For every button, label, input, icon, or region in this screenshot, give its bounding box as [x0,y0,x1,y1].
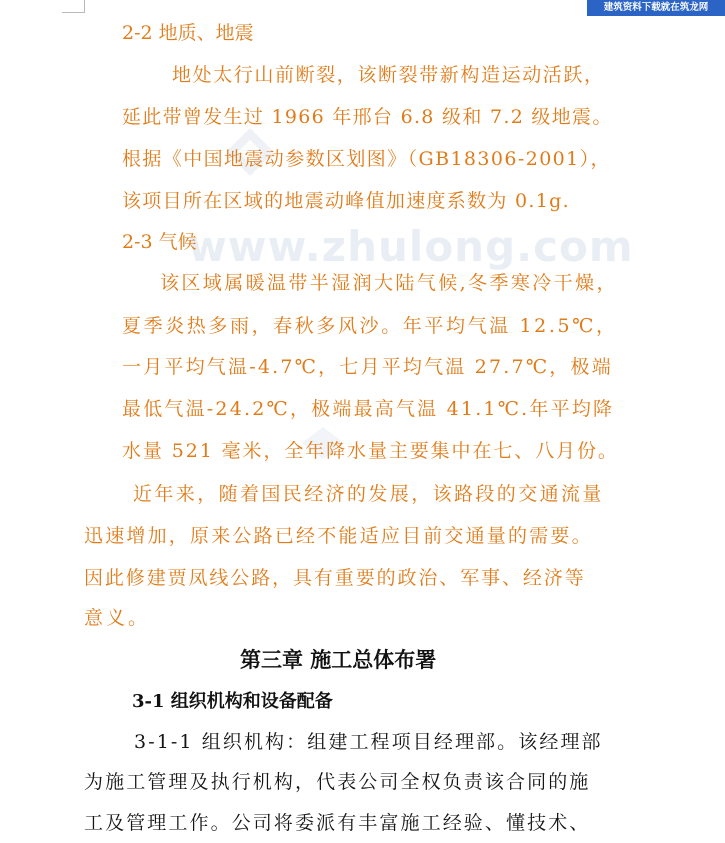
geology-line: 根据《中国地震动参数区划图》（GB18306-2001）， [122,148,611,170]
zhulong-watermark: www.zhulong.com [188,222,634,271]
geology-heading: 2-2 地质、地震 [122,22,254,44]
chapter-title: 第三章 施工总体布署 [240,647,437,672]
climate-line: 最低气温-24.2℃，极端最高气温 41.1℃.年平均降 [122,398,615,420]
climate-line: 夏季炎热多雨，春秋多风沙。年平均气温 12.5℃， [122,315,618,337]
organization-line: 工及管理工作。公司将委派有丰富施工经验、懂技术、 [84,812,591,834]
climate-line: 水量 521 毫米，全年降水量主要集中在七、八月份。 [122,440,619,462]
traffic-line: 近年来，随着国民经济的发展，该路段的交通流量 [133,483,604,505]
organization-line: 3-1-1 组织机构：组建工程项目经理部。该经理部 [134,731,603,753]
geology-line: 地处太行山前断裂，该断裂带新构造运动活跃， [172,64,605,86]
climate-heading: 2-3 气候 [122,231,197,253]
traffic-line: 意义。 [84,607,151,629]
climate-line: 该区域属暖温带半湿润大陆气候,冬季寒冷干燥， [160,272,618,294]
organization-line: 为施工管理及执行机构，代表公司全权负责该合同的施 [84,771,591,793]
climate-line: 一月平均气温-4.7℃，七月平均气温 27.7℃，极端 [122,356,613,378]
margin-corner-mark [62,0,85,13]
geology-line: 延此带曾发生过 1966 年邢台 6.8 级和 7.2 级地震。 [122,106,613,128]
traffic-line: 迅速增加，原来公路已经不能适应目前交通量的需要。 [84,525,593,547]
zhulong-banner[interactable]: 建筑资料下载就在筑龙网 [587,0,725,16]
geology-line: 该项目所在区域的地震动峰值加速度系数为 0.1g. [122,190,570,212]
traffic-line: 因此修建贾凤线公路，具有重要的政治、军事、经济等 [84,567,586,589]
section-title: 3-1 组织机构和设备配备 [132,691,333,712]
